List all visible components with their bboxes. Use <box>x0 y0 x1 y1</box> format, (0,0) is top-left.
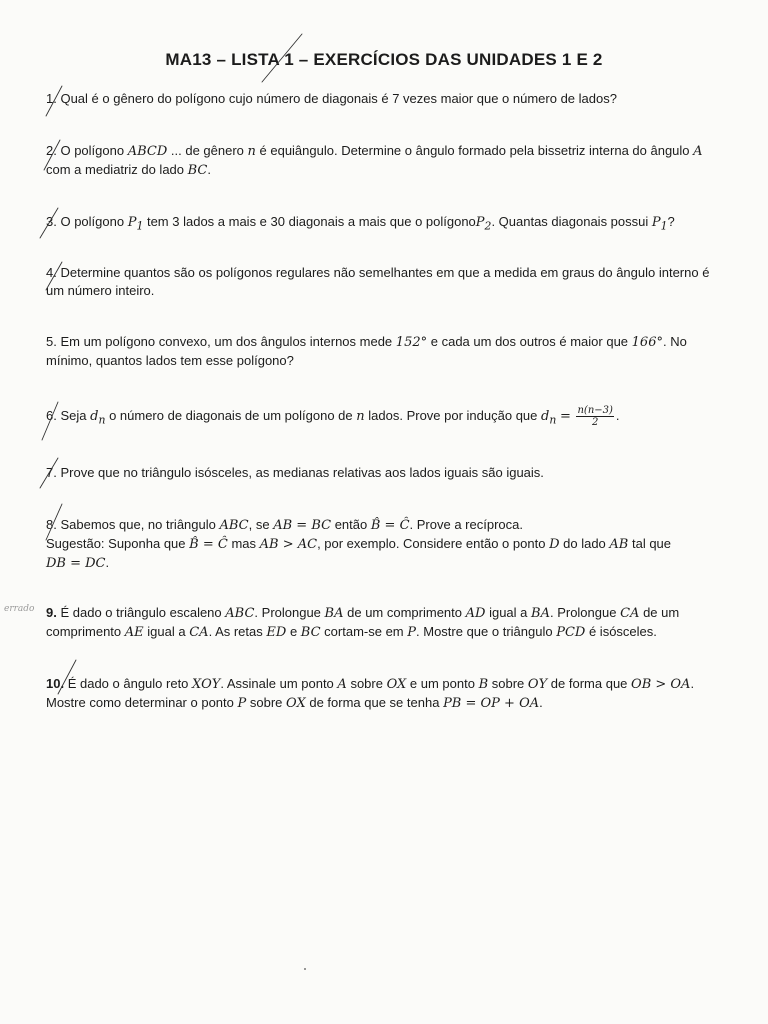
text-part: então <box>334 517 368 532</box>
text-part: O polígono <box>60 214 125 229</box>
text-part: ... de gênero <box>170 143 244 158</box>
math-term: n <box>247 144 256 159</box>
text-part: . <box>207 162 212 177</box>
page-title: MA13 – LISTA 1 – EXERCÍCIOS DAS UNIDADES 1 E 2 <box>165 50 603 69</box>
question-number: 8. <box>46 517 57 532</box>
text-part: Sabemos que, no triângulo <box>60 517 216 532</box>
text-part: do lado <box>563 536 606 551</box>
math-term: n <box>356 408 365 424</box>
math-subscript: n <box>549 413 557 427</box>
math-term: AB = BC <box>273 518 332 533</box>
math-term: ABC <box>219 518 249 533</box>
math-symbol: P <box>127 215 137 230</box>
math-term <box>127 215 144 233</box>
math-term: B <box>478 677 489 692</box>
math-term: D <box>549 537 560 552</box>
fraction-denominator: 2 <box>592 417 599 428</box>
text-part: . No mínimo, quantos lados tem esse polígono? <box>46 334 687 368</box>
math-term: B̂ = Ĉ <box>189 537 228 552</box>
question-number: 9. <box>46 605 57 620</box>
text-part: cortam-se em <box>324 624 404 639</box>
text-part: Sugestão: Suponha que <box>46 536 186 551</box>
text-part: . Prolongue <box>549 605 617 620</box>
question-text: Determine quantos são os polígonos regulares não semelhantes em que a medida em graus do ângulo interno é um número inteiro. <box>46 265 710 298</box>
question-number: 6. <box>46 407 57 423</box>
question-number: 2. <box>46 143 57 158</box>
text-part: , se <box>248 517 270 532</box>
math-term: AE <box>124 625 144 640</box>
text-part: com a mediatriz do lado <box>46 162 185 177</box>
question-3 <box>46 213 711 236</box>
math-symbol: d <box>90 408 99 424</box>
math-symbol: P <box>651 215 661 230</box>
text-part: tal que <box>631 536 672 551</box>
equals-sign: = <box>559 408 571 424</box>
question-9 <box>46 604 711 642</box>
math-subscript: n <box>98 413 106 427</box>
math-term: DB = DC <box>46 556 106 571</box>
text-part: e um ponto <box>409 676 475 691</box>
math-term: ABCD <box>127 144 168 159</box>
math-term: BA <box>531 606 550 621</box>
text-part: de um comprimento <box>347 605 463 620</box>
text-part: mas <box>231 536 256 551</box>
text-part: lados. Prove por indução que <box>368 407 538 423</box>
text-part: É dado o ângulo reto <box>67 676 189 691</box>
text-part: de forma que <box>550 676 628 691</box>
text-part: . Prove a recíproca. <box>409 517 523 532</box>
text-part: Seja <box>60 407 87 423</box>
question-7 <box>46 464 711 482</box>
math-term: PB = OP + OA <box>443 696 540 711</box>
math-term: PCD <box>556 625 586 640</box>
text-part: e cada um dos outros é maior que <box>430 334 629 349</box>
math-term: CA <box>620 606 640 621</box>
text-part: igual a <box>489 605 528 620</box>
math-term <box>475 215 492 233</box>
text-part: . Prolongue <box>254 605 321 620</box>
text-part: o número de diagonais de um polígono de <box>109 407 353 423</box>
math-term: ABC <box>225 606 255 621</box>
text-part: é equiângulo. Determine o ângulo formado pela bissetriz interna do ângulo <box>259 143 690 158</box>
math-term: OX <box>286 696 306 711</box>
text-part: É dado o triângulo escaleno <box>60 605 222 620</box>
text-part: é isósceles. <box>588 624 657 639</box>
question-text: Qual é o gênero do polígono cujo número de diagonais é 7 vezes maior que o número de lados? <box>60 91 617 106</box>
math-symbol: d <box>541 408 550 424</box>
math-subscript: 1 <box>136 219 144 233</box>
math-term: BA <box>324 606 344 621</box>
margin-note: errado <box>4 604 35 614</box>
math-term: AB > AC <box>259 537 318 552</box>
text-part: sobre <box>491 676 525 691</box>
fraction <box>576 405 613 428</box>
text-part: . <box>615 407 620 423</box>
text-part: . <box>690 676 695 691</box>
math-term: P <box>237 696 247 711</box>
text-part: tem 3 lados a mais e 30 diagonais a mais que o polígono <box>146 214 476 229</box>
question-number: 4. <box>46 265 57 280</box>
math-term: AB <box>609 537 629 552</box>
question-10 <box>46 675 711 713</box>
text-part: de forma que se tenha <box>309 695 440 710</box>
math-subscript: 1 <box>660 219 668 233</box>
question-number: 1. <box>46 91 57 106</box>
math-term <box>541 408 557 427</box>
question-4 <box>46 264 711 300</box>
text-part: , por exemplo. Considere então o ponto <box>317 536 546 551</box>
math-term: XOY <box>192 677 221 692</box>
math-term <box>651 215 668 233</box>
math-term: BC <box>187 163 208 178</box>
question-1 <box>46 90 711 108</box>
text-part: e <box>289 624 298 639</box>
math-term: CA <box>189 625 209 640</box>
text-part: . <box>105 555 110 570</box>
fraction-numerator: n(n−3) <box>577 405 613 416</box>
math-term: B̂ = Ĉ <box>370 518 410 533</box>
math-term: OX <box>386 677 407 692</box>
question-6 <box>46 405 711 430</box>
math-term: AD <box>465 606 486 621</box>
question-2 <box>46 142 711 180</box>
text-part: sobre <box>350 676 383 691</box>
text-part: . Assinale um ponto <box>220 676 334 691</box>
math-symbol: P <box>475 215 485 230</box>
question-number: 10. <box>46 676 65 691</box>
math-term: ED <box>266 625 287 640</box>
text-part: igual a <box>147 624 186 639</box>
text-part: . Mostre que o triângulo <box>416 624 553 639</box>
question-5 <box>46 333 711 370</box>
math-term: A <box>337 677 347 692</box>
text-part: Mostre como determinar o ponto <box>46 695 234 710</box>
text-part: Em um polígono convexo, um dos ângulos internos mede <box>60 334 393 349</box>
math-term: P <box>407 625 417 640</box>
stray-dot <box>304 968 306 970</box>
text-part: de um comprimento <box>46 605 680 639</box>
question-text: Prove que no triângulo isósceles, as medianas relativas aos lados iguais são iguais. <box>60 465 544 480</box>
math-term: 166° <box>631 335 663 350</box>
text-part: . <box>539 695 543 710</box>
text-part: O polígono <box>60 143 125 158</box>
text-part: . As retas <box>208 624 263 639</box>
text-part: . Quantas diagonais possui <box>491 214 649 229</box>
question-number: 5. <box>46 334 57 349</box>
math-term: BC <box>300 625 321 640</box>
math-term: OY <box>527 677 548 692</box>
question-8 <box>46 516 711 573</box>
math-subscript: 2 <box>484 219 492 233</box>
math-term: OB > OA <box>631 677 691 692</box>
math-term: A <box>693 144 703 159</box>
text-part: sobre <box>249 695 283 710</box>
question-number: 7. <box>46 465 57 480</box>
math-term: 152° <box>395 335 428 350</box>
math-term <box>90 408 106 427</box>
question-number: 3. <box>46 214 57 229</box>
text-part: ? <box>667 214 675 229</box>
